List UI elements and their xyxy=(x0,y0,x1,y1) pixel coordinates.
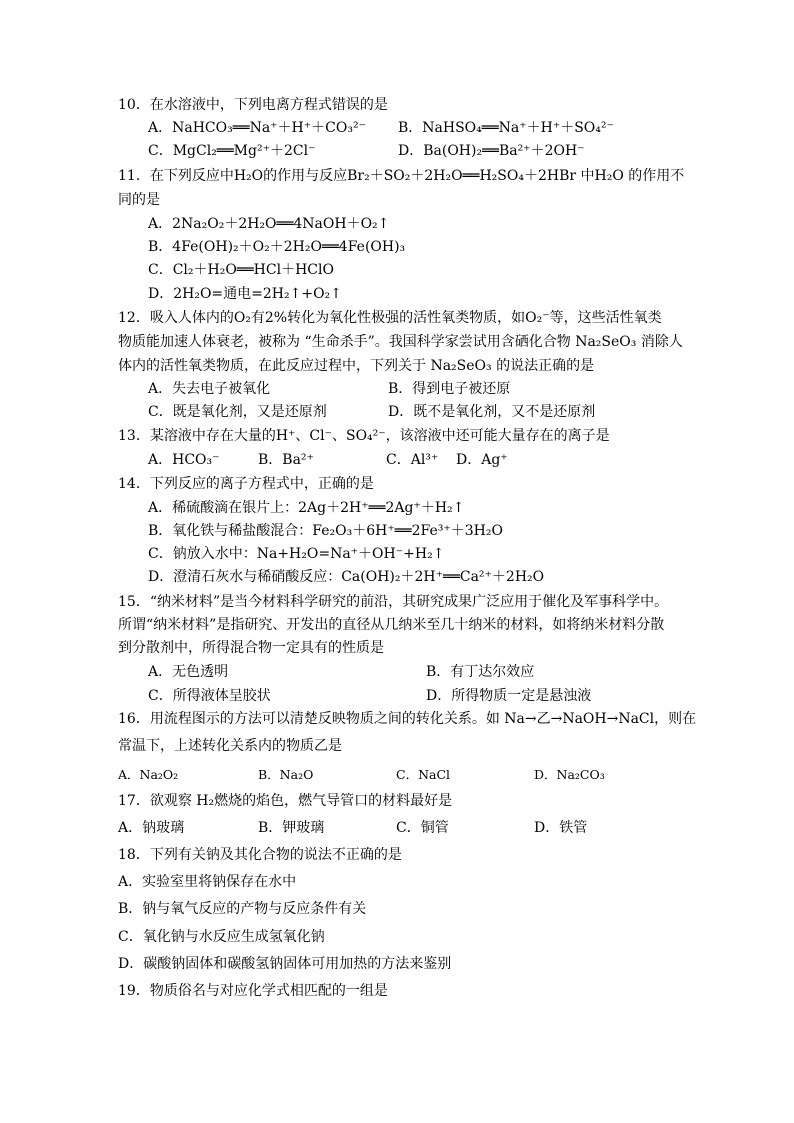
q15-option-a: A．无色透明 xyxy=(148,664,229,680)
q14-option-c: C．钠放入水中：Na+H₂O=Na⁺＋OH⁻+H₂↑ xyxy=(148,546,445,562)
q10-option-d: D．Ba(OH)₂══Ba²⁺＋2OH⁻ xyxy=(398,143,585,159)
q16-option-b: B．Na₂O xyxy=(258,767,314,782)
q11-option-a: A．2Na₂O₂＋2H₂O══4NaOH＋O₂↑ xyxy=(148,216,390,232)
q17-stem: 17．欲观察 H₂燃烧的焰色，燃气导管口的材料最好是 xyxy=(118,793,453,809)
q10-option-a: A．NaHCO₃══Na⁺＋H⁺＋CO₃²⁻ xyxy=(148,120,366,136)
q15-line3: 到分散剂中，所得混合物一定具有的性质是 xyxy=(118,640,384,656)
q10-stem: 10．在水溶液中，下列电离方程式错误的是 xyxy=(118,97,388,113)
q11-option-c: C．Cl₂＋H₂O══HCl＋HClO xyxy=(148,262,334,278)
q11-stem-line1: 11．在下列反应中H₂O的作用与反应Br₂＋SO₂＋2H₂O══H₂SO₄＋2HBr 中H₂O 的作用不 xyxy=(118,168,685,184)
q15-option-b: B．有丁达尔效应 xyxy=(426,664,535,680)
q13-option-a: A．HCO₃⁻ xyxy=(148,452,220,468)
q17-option-d: D．铁管 xyxy=(534,820,588,836)
q14-stem: 14．下列反应的离子方程式中，正确的是 xyxy=(118,476,374,492)
q10-option-c: C．MgCl₂══Mg²⁺＋2Cl⁻ xyxy=(148,143,316,159)
q11-option-b: B．4Fe(OH)₂＋O₂＋2H₂O══4Fe(OH)₃ xyxy=(148,239,406,255)
q10-option-b: B．NaHSO₄══Na⁺＋H⁺＋SO₄²⁻ xyxy=(398,120,614,136)
q15-option-c: C．所得液体呈胶状 xyxy=(148,688,271,704)
q13-stem: 13．某溶液中存在大量的H⁺、Cl⁻、SO₄²⁻，该溶液中还可能大量存在的离子是 xyxy=(118,428,610,444)
q12-line2: 物质能加速人体衰老，被称为 “生命杀手”。我国科学家尝试用含硒化合物 Na₂SeO₃ 消除人 xyxy=(118,334,683,350)
q12-line1: 12．吸入人体内的O₂有2%转化为氧化性极强的活性氧类物质，如O₂⁻等，这些活性氧类 xyxy=(118,310,662,326)
q13-option-b: B．Ba²⁺ xyxy=(258,452,314,468)
q15-line1: 15．“纳米材料”是当今材料科学研究的前沿，其研究成果广泛应用于催化及军事科学中。 xyxy=(118,594,669,610)
q16-option-d: D．Na₂CO₃ xyxy=(534,767,605,782)
q14-option-b: B．氧化铁与稀盐酸混合：Fe₂O₃＋6H⁺══2Fe³⁺＋3H₂O xyxy=(148,523,503,539)
q16-option-a: A．Na₂O₂ xyxy=(118,767,179,782)
q17-option-c: C．铜管 xyxy=(396,820,449,836)
q13-option-c: C．Al³⁺ xyxy=(386,452,439,468)
q14-option-a: A．稀硫酸滴在银片上：2Ag＋2H⁺══2Ag⁺＋H₂↑ xyxy=(148,500,465,516)
q19-stem: 19．物质俗名与对应化学式相匹配的一组是 xyxy=(118,983,388,999)
q17-option-b: B．钾玻璃 xyxy=(258,820,325,836)
q11-stem-line2: 同的是 xyxy=(118,192,160,208)
q18-option-b: B．钠与氧气反应的产物与反应条件有关 xyxy=(118,901,367,917)
q16-option-c: C．NaCl xyxy=(396,767,451,782)
q12-option-c: C．既是氧化剂，又是还原剂 xyxy=(148,404,327,420)
q16-line1: 16．用流程图示的方法可以清楚反映物质之间的转化关系。如 Na→乙→NaOH→NaCl，则在 xyxy=(118,711,697,727)
q18-option-c: C．氧化钠与水反应生成氢氧化钠 xyxy=(118,929,325,945)
q15-option-d: D．所得物质一定是悬浊液 xyxy=(426,688,592,704)
q16-line2: 常温下，上述转化关系内的物质乙是 xyxy=(118,738,342,754)
q12-option-b: B．得到电子被还原 xyxy=(388,381,511,397)
q18-option-a: A．实验室里将钠保存在水中 xyxy=(118,874,297,890)
q14-option-d: D．澄清石灰水与稀硝酸反应：Ca(OH)₂＋2H⁺══Ca²⁺＋2H₂O xyxy=(148,569,545,585)
q17-option-a: A．钠玻璃 xyxy=(118,820,185,836)
q18-option-d: D．碳酸钠固体和碳酸氢钠固体可用加热的方法来鉴别 xyxy=(118,956,452,972)
q12-option-d: D．既不是氧化剂，又不是还原剂 xyxy=(388,404,596,420)
q12-option-a: A．失去电子被氧化 xyxy=(148,381,271,397)
q18-stem: 18．下列有关钠及其化合物的说法不正确的是 xyxy=(118,847,402,863)
q13-option-d: D．Ag⁺ xyxy=(456,452,508,468)
q12-line3: 体内的活性氧类物质，在此反应过程中，下列关于 Na₂SeO₃ 的说法正确的是 xyxy=(118,358,595,374)
q15-line2: 所谓“纳米材料”是指研究、开发出的直径从几纳米至几十纳米的材料，如将纳米材料分散 xyxy=(118,617,665,633)
q11-option-d: D．2H₂O=通电=2H₂↑+O₂↑ xyxy=(148,286,342,302)
